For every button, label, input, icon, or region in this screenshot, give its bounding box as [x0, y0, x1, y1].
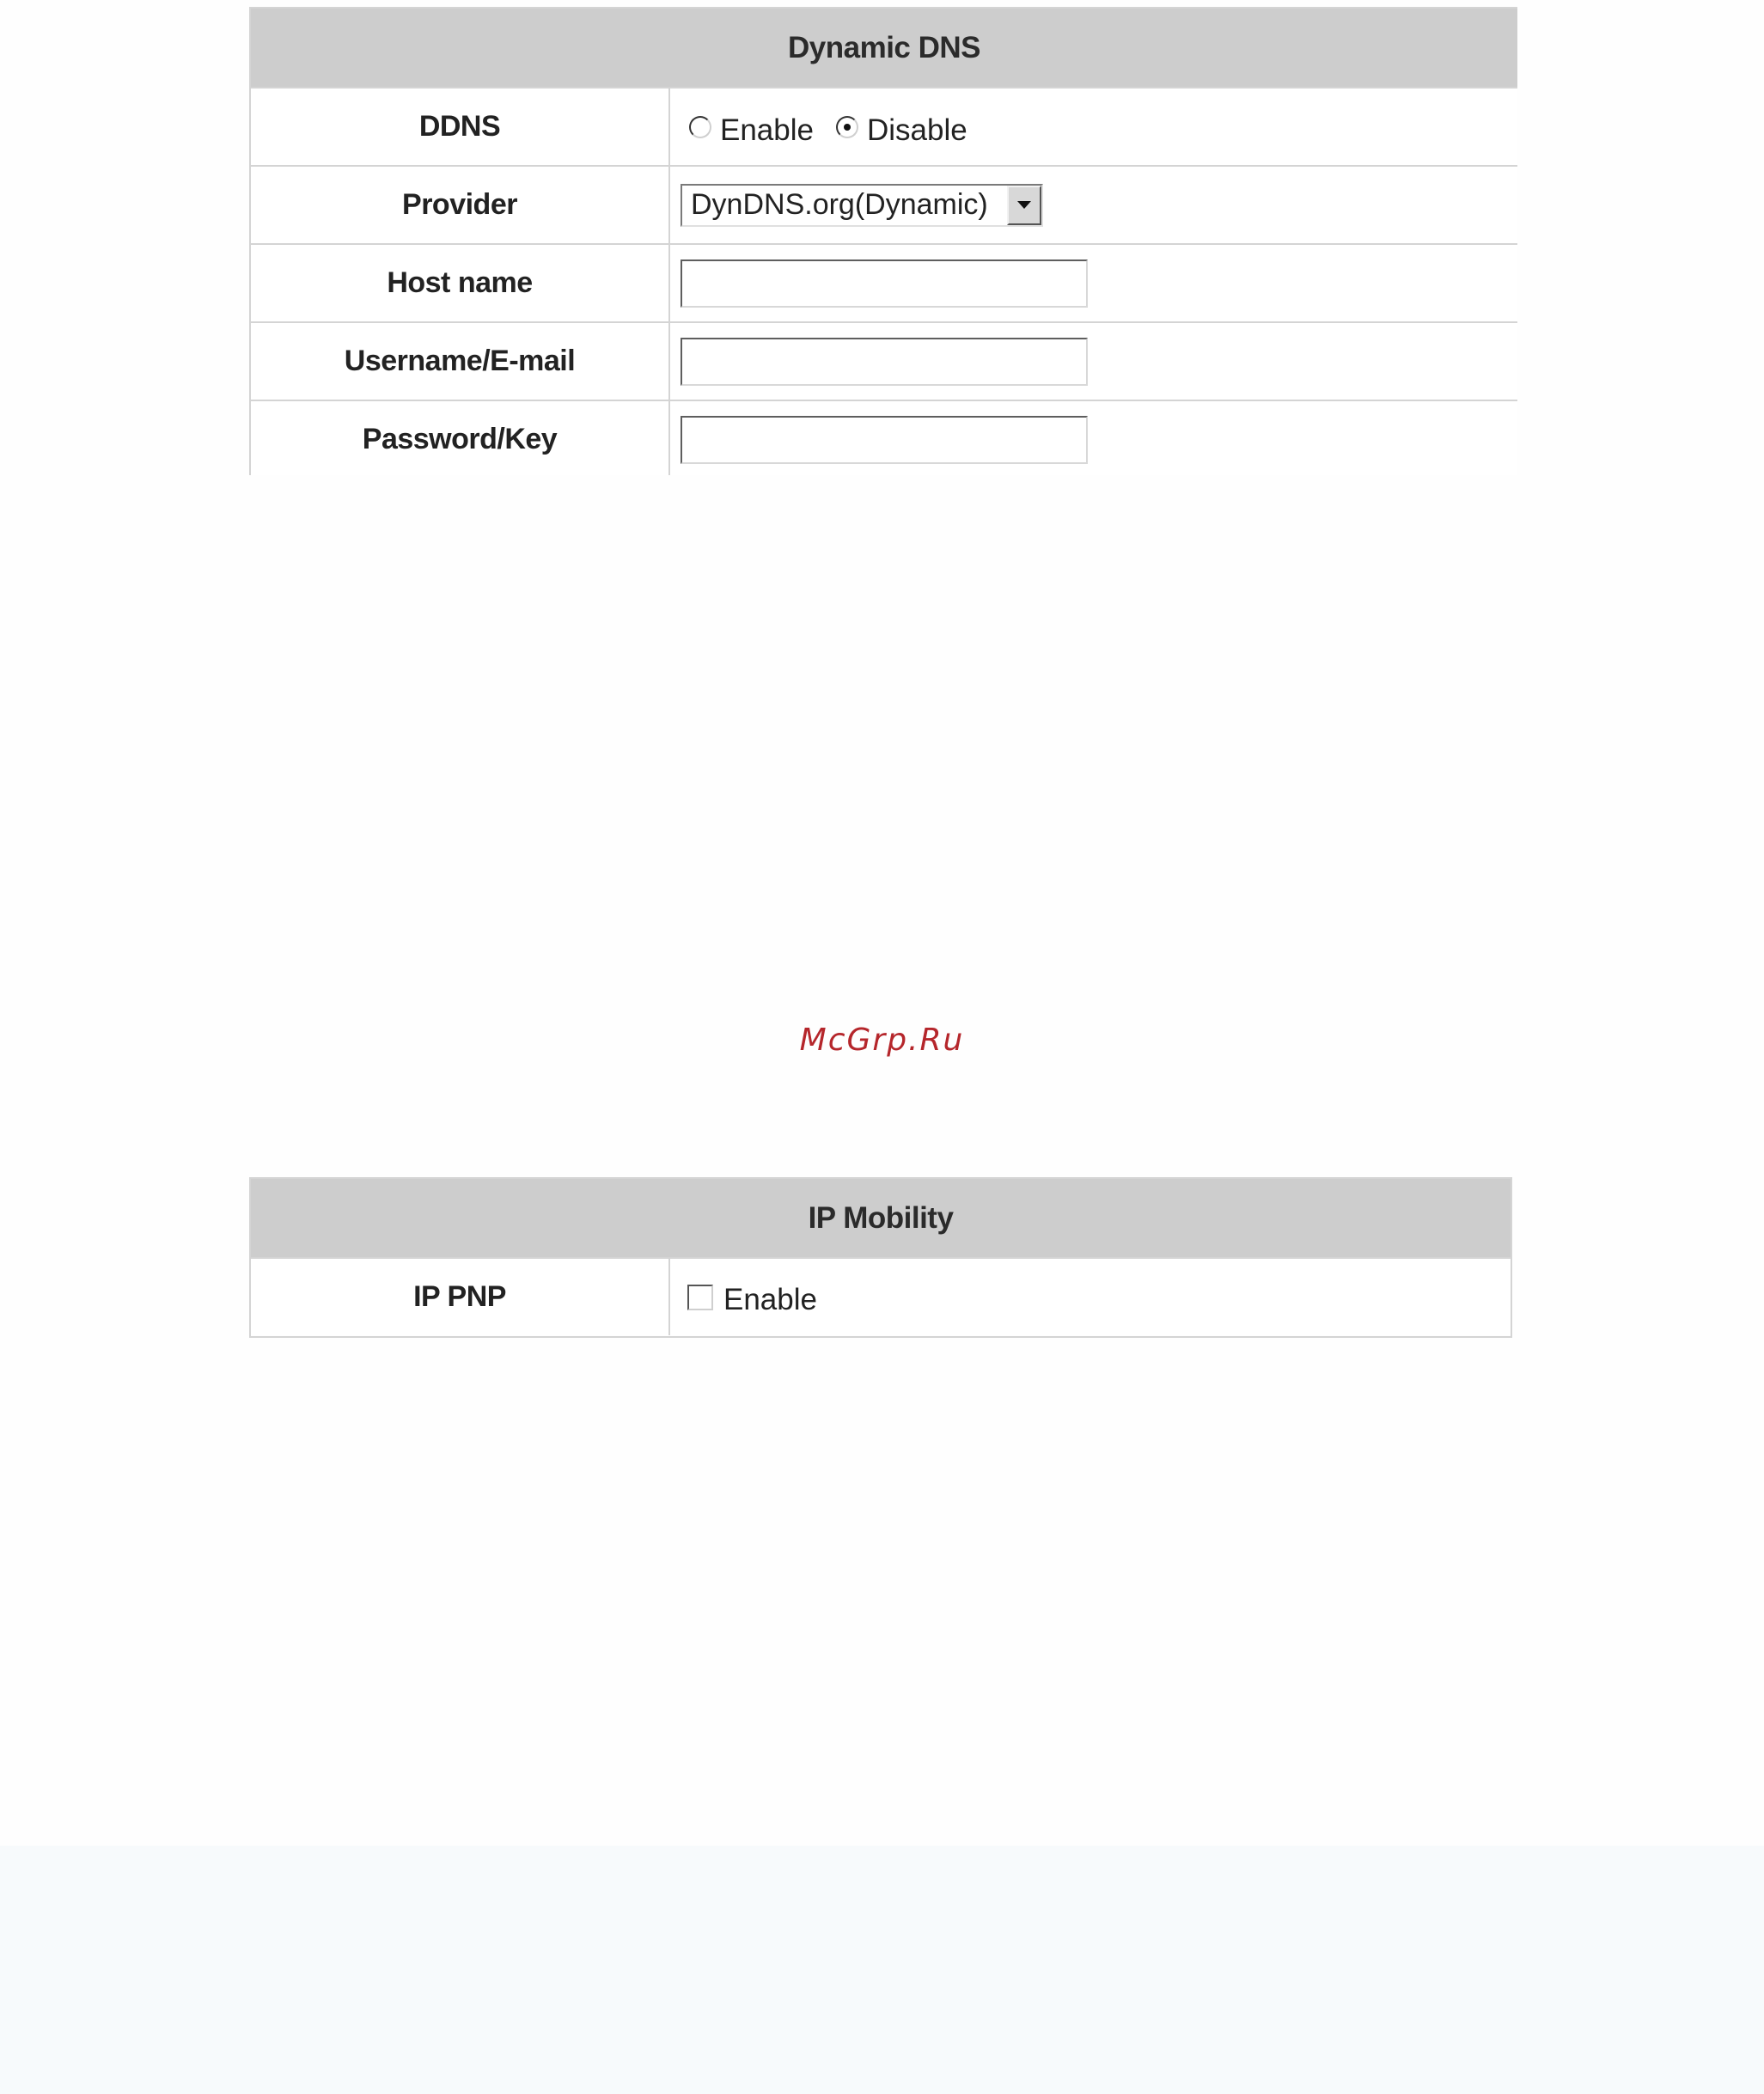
ip-pnp-enable-label[interactable]: Enable: [723, 1282, 817, 1316]
ip-mobility-table: [249, 1177, 1512, 1338]
password-input[interactable]: [681, 416, 1088, 464]
ip-pnp-label: IP PNP: [251, 1259, 670, 1335]
chevron-down-icon[interactable]: [1007, 186, 1041, 225]
host-name-row: [251, 243, 1517, 321]
host-name-input[interactable]: [681, 259, 1088, 308]
ddns-disable-radio[interactable]: [836, 116, 858, 138]
ddns-row: [251, 87, 1517, 165]
ddns-enable-radio[interactable]: [689, 116, 711, 138]
username-label: Username/E-mail: [251, 323, 670, 400]
username-input[interactable]: [681, 338, 1088, 386]
password-label: Password/Key: [251, 401, 670, 475]
dynamic-dns-header: Dynamic DNS: [251, 9, 1517, 87]
bottom-band: [0, 1846, 1764, 2094]
watermark-text: McGrp.Ru: [799, 1023, 965, 1058]
dynamic-dns-table: [249, 7, 1517, 475]
ddns-enable-label[interactable]: Enable: [720, 113, 814, 147]
ddns-label: DDNS: [251, 89, 670, 165]
ip-pnp-checkbox[interactable]: [687, 1285, 713, 1310]
provider-label: Provider: [251, 167, 670, 243]
ddns-radio-group: [681, 107, 990, 148]
ip-pnp-value: [670, 1259, 1511, 1335]
host-name-label: Host name: [251, 245, 670, 321]
provider-value: [670, 167, 1517, 243]
password-value: [670, 401, 1517, 475]
username-value: [670, 323, 1517, 400]
provider-row: [251, 165, 1517, 243]
password-row: [251, 400, 1517, 475]
ip-pnp-checkbox-group: [681, 1278, 839, 1317]
ip-pnp-row: [251, 1257, 1511, 1335]
host-name-value: [670, 245, 1517, 321]
provider-select-value: DynDNS.org(Dynamic): [691, 188, 988, 221]
ip-mobility-header: IP Mobility: [251, 1179, 1511, 1257]
provider-select[interactable]: [681, 184, 1043, 227]
ddns-value: [670, 89, 1517, 165]
ddns-disable-label[interactable]: Disable: [866, 113, 967, 147]
username-row: [251, 321, 1517, 400]
